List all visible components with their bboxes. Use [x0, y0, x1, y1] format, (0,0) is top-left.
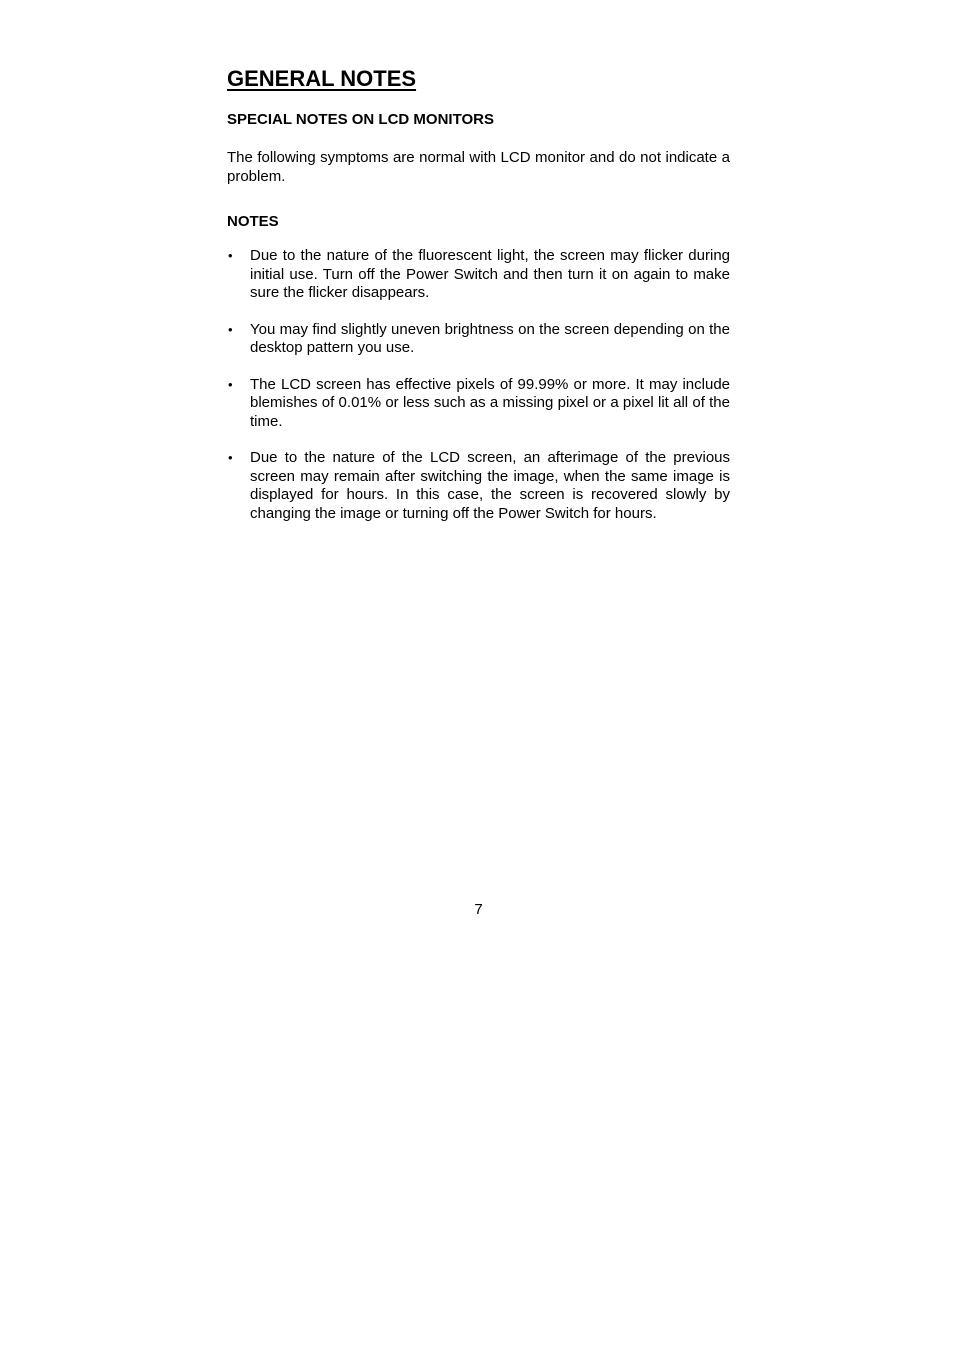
page-number: 7 [474, 901, 483, 918]
note-text: Due to the nature of the fluorescent light, the screen may flicker during initial use. Turn off the Power Switch and then turn it on again to make sure the flicker disappears. [250, 247, 730, 301]
bullet-icon: • [228, 450, 233, 465]
list-item [227, 321, 730, 358]
page-title: GENERAL NOTES [227, 66, 417, 91]
notes-heading: NOTES [227, 213, 279, 230]
section-heading-lcd-monitors: SPECIAL NOTES ON LCD MONITORS [227, 111, 494, 128]
list-item [227, 247, 730, 303]
bullet-icon: • [228, 376, 233, 392]
list-item [227, 376, 730, 432]
bullet-icon: • [228, 321, 233, 337]
notes-list [227, 247, 730, 541]
bullet-icon: • [228, 248, 233, 263]
note-text: You may find slightly uneven brightness on the screen depending on the desktop pattern you use. [250, 320, 730, 356]
intro-paragraph: The following symptoms are normal with LCD monitor and do not indicate a problem. [227, 149, 730, 185]
list-item [227, 449, 730, 523]
note-text: The LCD screen has effective pixels of 99.99% or more. It may include blemishes of 0.01% or less such as a missing pixel or a pixel lit all of the time. [250, 375, 730, 430]
note-text: Due to the nature of the LCD screen, an afterimage of the previous screen may remain after switching the image, when the same image is displayed for hours. In this case, the screen is recovered slowly by changing the image or turning off the Power Switch for hours. [250, 449, 730, 522]
